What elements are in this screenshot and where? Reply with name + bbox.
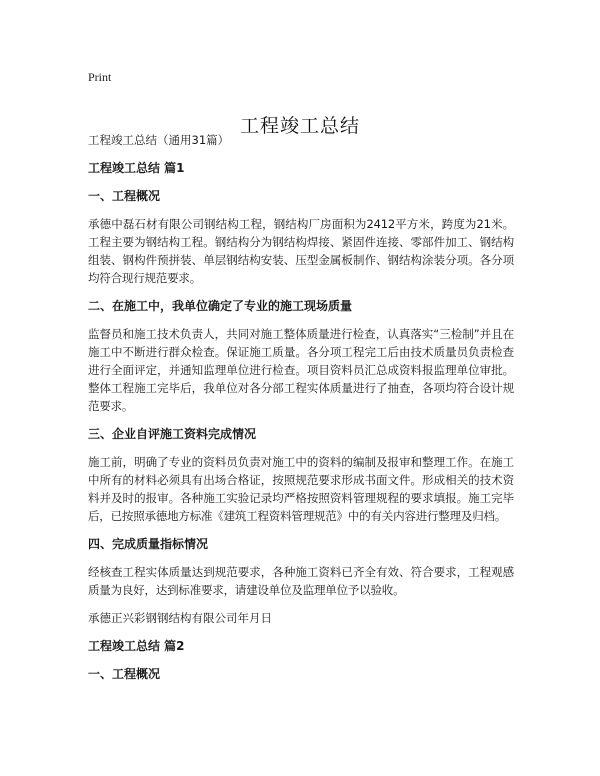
section-4-heading: 四、完成质量指标情况 — [88, 537, 209, 551]
article-2-section-1-heading: 一、工程概况 — [88, 667, 161, 681]
section-1-text: 承德中磊石材有限公司钢结构工程，钢结构厂房面积为2412平方米，跨度为21米。工程主要为钢结构工程。钢结构分为钢结构焊接、紧固件连接、零部件加工、钢结构组装、钢构件预拼装、单层钢结构安装、压型金属板制作、钢结构涂装分项。各分项均符合现行规范要求。 — [88, 217, 514, 285]
section-3-heading: 三、企业自评施工资料完成情况 — [88, 427, 257, 441]
section-3-text: 施工前，明确了专业的资料员负责对施工中的资料的编制及报审和整理工作。在施工中所有的材料必须具有出场合格证，按照规范要求形成书面文件。形成相关的技术资料并及时的报审。各种施工实验记录均严格按照资料管理规程的要求填报。施工完毕后，已按照承德地方标准《建筑工程资料管理规范》中的有关内容进行整理及归档。 — [88, 455, 514, 523]
print-label: Print — [88, 70, 112, 84]
signature-line: 承德正兴彩钢钢结构有限公司年月日 — [88, 611, 272, 625]
article-1-heading: 工程竣工总结 篇1 — [88, 161, 185, 175]
section-4-text: 经核查工程实体质量达到规范要求，各种施工资料已齐全有效、符合要求，工程观感质量为良好，达到标准要求，请建设单位及监理单位予以验收。 — [88, 565, 514, 597]
document-subtitle: 工程竣工总结（通用31篇） — [88, 133, 230, 147]
page-title: 工程竣工总结 — [239, 114, 360, 137]
section-2-heading: 二、在施工中，我单位确定了专业的施工现场质量 — [88, 299, 353, 313]
section-2-text: 监督员和施工技术负责人，共同对施工整体质量进行检查，认真落实“三检制”并且在施工中不断进行群众检查。保证施工质量。各分项工程完工后由技术质量员负责检查进行全面评定，并通知监理单位进行检查。项目资料员汇总成资料报监理单位审批。整体工程施工完毕后，我单位对各分部工程实体质量进行了抽查，各项均符合设计规范要求。 — [88, 327, 514, 413]
article-2-heading: 工程竣工总结 篇2 — [88, 639, 185, 653]
document-body — [88, 131, 514, 693]
section-1-heading: 一、工程概况 — [88, 189, 161, 203]
